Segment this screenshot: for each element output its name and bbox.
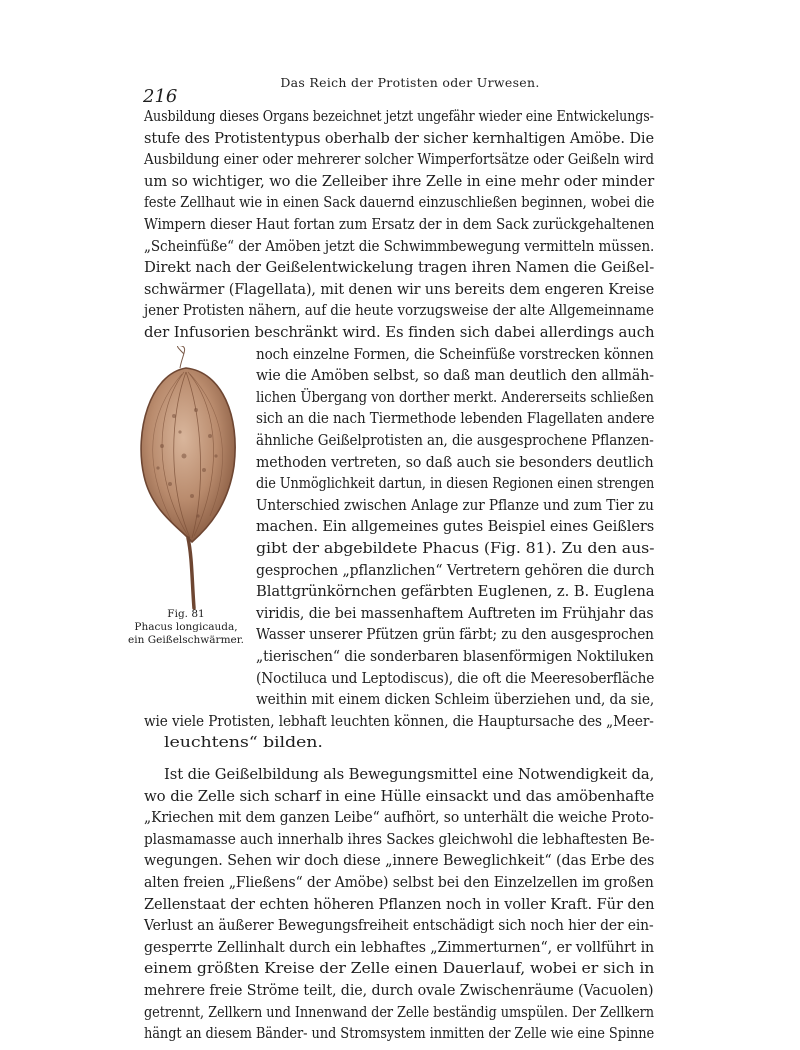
text-line: ähnliche Geißelprotisten an, die ausgesprochene Pflanzen-	[256, 431, 654, 449]
text-line: um so wichtiger, wo die Zelleiber ihre Zelle in eine mehr oder minder	[144, 171, 655, 190]
text-line: Blattgrünkörnchen gefärbten Euglenen, z. B. Euglena	[256, 582, 655, 601]
text-line: die Unmöglichkeit dartun, in diesen Regionen einen strengen	[256, 474, 655, 493]
text-line: methoden vertreten, so daß auch sie besonders deutlich	[256, 452, 654, 471]
text-line: „Kriechen mit dem ganzen Leibe“ aufhört, so unterhält die weiche Proto-	[144, 808, 654, 827]
text-line: machen. Ein allgemeines gutes Beispiel eines Geißlers	[256, 517, 655, 536]
text-line: Wimpern dieser Haut fortan zum Ersatz der in dem Sack zurückgehaltenen	[144, 215, 655, 233]
text-line: Ausbildung einer oder mehrerer solcher Wimperfortsätze oder Geißeln wird	[144, 150, 654, 169]
text-line: einem größten Kreise der Zelle einen Dauerlauf, wobei er sich in	[144, 959, 655, 978]
figure-caption-description: ein Geißelschwärmer.	[128, 634, 244, 646]
text-line: der Infusorien beschränkt wird. Es finden sich dabei allerdings auch	[144, 323, 655, 341]
text-line: stufe des Protistentypus oberhalb der sicher kernhaltigen Amöbe. Die	[144, 128, 654, 147]
text-line: Wasser unserer Pfützen grün färbt; zu den ausgesprochen	[256, 625, 654, 644]
text-line: „Scheinfüße“ der Amöben jetzt die Schwimmbewegung vermitteln müssen.	[144, 236, 655, 255]
text-line: Unterschied zwischen Anlage zur Pflanze und zum Tier zu	[256, 495, 654, 514]
figure-caption-name: Phacus longicauda,	[134, 621, 238, 633]
text-line: lichen Übergang von dorther merkt. Andererseits schließen	[256, 387, 654, 406]
text-line: gesprochen „pflanzlichen“ Vertretern gehören die durch	[256, 560, 655, 579]
text-line: feste Zellhaut wie in einen Sack dauernd einzuschließen beginnen, wobei die	[144, 193, 655, 212]
phacus-illustration	[122, 346, 250, 616]
text-line: Ist die Geißelbildung als Bewegungsmittel eine Notwendigkeit da,	[164, 765, 655, 783]
text-line: gibt der abgebildete Phacus (Fig. 81). Zu den aus-	[256, 539, 655, 557]
text-line: hängt an diesem Bänder- und Stromsystem inmitten der Zelle wie eine Spinne	[144, 1024, 655, 1043]
text-line: gesperrte Zellinhalt durch ein lebhaftes „Zimmerturnen“, er vollführt in	[144, 937, 655, 956]
text-line: plasmamasse auch innerhalb ihres Sackes gleichwohl die lebhaftesten Be-	[144, 829, 655, 848]
page-number: 216	[143, 86, 178, 107]
text-line: jener Protisten nähern, auf die heute vorzugsweise der alte Allgemeinname	[144, 301, 654, 320]
text-line: wie viele Protisten, lebhaft leuchten können, die Hauptursache des „Meer-	[144, 711, 654, 730]
text-line: Zellenstaat der echten höheren Pflanzen noch in voller Kraft. Für den	[144, 894, 655, 913]
text-line: „tierischen“ die sonderbaren blasenförmigen Noktiluken	[256, 647, 654, 665]
text-line: schwärmer (Flagellata), mit denen wir uns bereits dem engeren Kreise	[144, 279, 655, 298]
text-line: alten freien „Fließens“ der Amöbe) selbst bei den Einzelzellen im großen	[144, 873, 654, 891]
text-line: Direkt nach der Geißelentwickelung tragen ihren Namen die Geißel-	[144, 258, 655, 277]
text-line: wie die Amöben selbst, so daß man deutlich den allmäh-	[256, 366, 654, 385]
text-line: (Noctiluca und Leptodiscus), die oft die Meeresoberfläche	[256, 668, 655, 687]
text-line: leuchtens“ bilden.	[164, 733, 323, 752]
text-line: viridis, die bei massenhaftem Auftreten im Frühjahr das	[256, 603, 654, 622]
text-line: sich an die nach Tiermethode lebenden Flagellaten andere	[256, 409, 655, 428]
figure-phacus	[122, 346, 250, 616]
text-line: wo die Zelle sich scharf in eine Hülle einsackt und das amöbenhafte	[144, 786, 655, 805]
figure-caption-number: Fig. 81	[167, 608, 205, 620]
text-line: wegungen. Sehen wir doch diese „innere Beweglichkeit“ (das Erbe des	[144, 851, 655, 870]
text-line: noch einzelne Formen, die Scheinfüße vorstrecken können	[256, 344, 654, 363]
text-line: Verlust an äußerer Bewegungsfreiheit entschädigt sich noch hier der ein-	[144, 916, 654, 935]
running-head: Das Reich der Protisten oder Urwesen.	[280, 75, 540, 90]
text-line: Ausbildung dieses Organs bezeichnet jetzt ungefähr wieder eine Entwickelungs-	[144, 107, 654, 125]
text-line: getrennt, Zellkern und Innenwand der Zelle beständig umspülen. Der Zellkern	[144, 1002, 654, 1021]
text-line: mehrere freie Ströme teilt, die, durch ovale Zwischenräume (Vacuolen)	[144, 981, 654, 999]
text-line: weithin mit einem dicken Schleim überziehen und, da sie,	[256, 690, 655, 709]
